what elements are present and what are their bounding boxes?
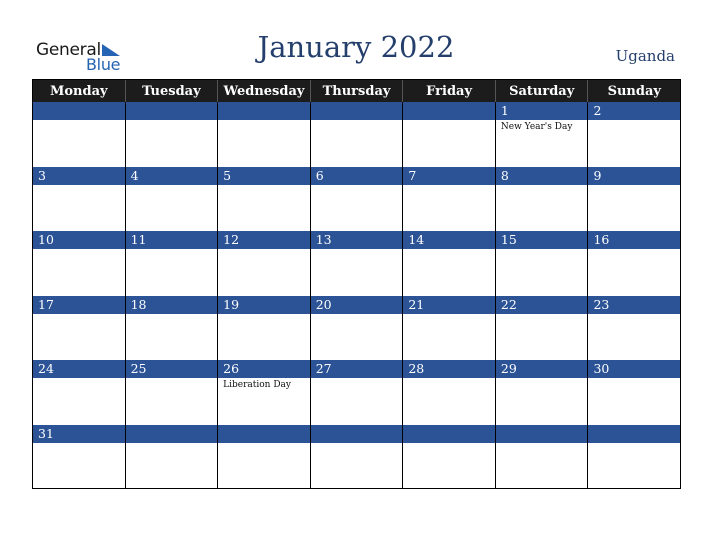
day-cell-30[interactable] — [588, 360, 680, 425]
day-cell-24[interactable] — [33, 360, 126, 425]
day-cell-empty[interactable] — [311, 102, 404, 167]
day-number: 12 — [218, 231, 310, 249]
weekday-header-saturday: Saturday — [496, 80, 589, 102]
weekday-header-tuesday: Tuesday — [126, 80, 219, 102]
day-number — [496, 425, 588, 443]
day-number — [311, 102, 403, 120]
day-cell-4[interactable] — [126, 167, 219, 232]
day-cell-empty[interactable] — [496, 425, 589, 490]
day-cell-31[interactable] — [33, 425, 126, 490]
day-cell-12[interactable] — [218, 231, 311, 296]
day-number — [588, 425, 680, 443]
day-cell-13[interactable] — [311, 231, 404, 296]
day-number — [403, 102, 495, 120]
day-number: 17 — [33, 296, 125, 314]
day-cell-14[interactable] — [403, 231, 496, 296]
day-cell-empty[interactable] — [218, 425, 311, 490]
weekday-header-thursday: Thursday — [311, 80, 404, 102]
day-number: 8 — [496, 167, 588, 185]
logo-text-blue: Blue — [86, 55, 121, 74]
day-cell-15[interactable] — [496, 231, 589, 296]
day-cell-3[interactable] — [33, 167, 126, 232]
day-number: 4 — [126, 167, 218, 185]
day-number — [33, 102, 125, 120]
day-cell-2[interactable] — [588, 102, 680, 167]
day-cell-empty[interactable] — [218, 102, 311, 167]
day-cell-8[interactable] — [496, 167, 589, 232]
day-cell-27[interactable] — [311, 360, 404, 425]
day-cell-empty[interactable] — [126, 425, 219, 490]
country-label: Uganda — [615, 47, 675, 65]
day-cell-21[interactable] — [403, 296, 496, 361]
weekday-header-row — [33, 80, 680, 102]
logo-text-general: General — [36, 40, 101, 60]
weekday-header-monday: Monday — [33, 80, 126, 102]
day-number: 27 — [311, 360, 403, 378]
day-number: 7 — [403, 167, 495, 185]
day-number: 25 — [126, 360, 218, 378]
day-number: 9 — [588, 167, 680, 185]
day-cell-26[interactable] — [218, 360, 311, 425]
day-number: 11 — [126, 231, 218, 249]
day-number: 2 — [588, 102, 680, 120]
day-number — [126, 425, 218, 443]
day-number: 30 — [588, 360, 680, 378]
day-cell-9[interactable] — [588, 167, 680, 232]
week-row — [33, 425, 680, 490]
day-number: 23 — [588, 296, 680, 314]
week-row — [33, 296, 680, 361]
calendar-weeks — [33, 102, 680, 489]
calendar-grid — [32, 79, 681, 489]
calendar-title: January 2022 — [257, 30, 455, 64]
day-number: 19 — [218, 296, 310, 314]
day-cell-empty[interactable] — [403, 102, 496, 167]
week-row — [33, 231, 680, 296]
day-number: 6 — [311, 167, 403, 185]
day-number — [126, 102, 218, 120]
day-number — [218, 102, 310, 120]
day-number: 26 — [218, 360, 310, 378]
week-row — [33, 360, 680, 425]
day-number: 22 — [496, 296, 588, 314]
day-cell-20[interactable] — [311, 296, 404, 361]
day-number: 1 — [496, 102, 588, 120]
day-number: 5 — [218, 167, 310, 185]
day-cell-1[interactable] — [496, 102, 589, 167]
weekday-header-sunday: Sunday — [607, 83, 661, 99]
day-number: 16 — [588, 231, 680, 249]
day-cell-28[interactable] — [403, 360, 496, 425]
day-number: 15 — [496, 231, 588, 249]
day-number: 3 — [33, 167, 125, 185]
day-cell-empty[interactable] — [311, 425, 404, 490]
day-cell-23[interactable] — [588, 296, 680, 361]
day-cell-empty[interactable] — [588, 425, 680, 490]
day-cell-22[interactable] — [496, 296, 589, 361]
holiday-label: Liberation Day — [223, 380, 292, 390]
day-number: 24 — [33, 360, 125, 378]
day-cell-19[interactable] — [218, 296, 311, 361]
day-cell-empty[interactable] — [33, 102, 126, 167]
day-cell-25[interactable] — [126, 360, 219, 425]
day-number: 18 — [126, 296, 218, 314]
day-number: 21 — [403, 296, 495, 314]
day-cell-16[interactable] — [588, 231, 680, 296]
day-number: 20 — [311, 296, 403, 314]
day-number: 10 — [33, 231, 125, 249]
day-cell-empty[interactable] — [403, 425, 496, 490]
day-cell-6[interactable] — [311, 167, 404, 232]
holiday-label: New Year's Day — [500, 122, 573, 132]
day-cell-7[interactable] — [403, 167, 496, 232]
day-cell-5[interactable] — [218, 167, 311, 232]
day-number — [218, 425, 310, 443]
day-cell-29[interactable] — [496, 360, 589, 425]
day-number: 13 — [311, 231, 403, 249]
day-cell-empty[interactable] — [126, 102, 219, 167]
weekday-header-wednesday: Wednesday — [218, 80, 311, 102]
weekday-header-friday: Friday — [403, 80, 496, 102]
day-cell-11[interactable] — [126, 231, 219, 296]
day-number: 14 — [403, 231, 495, 249]
day-cell-10[interactable] — [33, 231, 126, 296]
day-number: 31 — [33, 425, 125, 443]
day-number: 29 — [496, 360, 588, 378]
day-cell-17[interactable] — [33, 296, 126, 361]
day-number: 28 — [403, 360, 495, 378]
day-cell-18[interactable] — [126, 296, 219, 361]
day-number — [311, 425, 403, 443]
week-row — [33, 102, 680, 167]
day-number — [403, 425, 495, 443]
week-row — [33, 167, 680, 232]
